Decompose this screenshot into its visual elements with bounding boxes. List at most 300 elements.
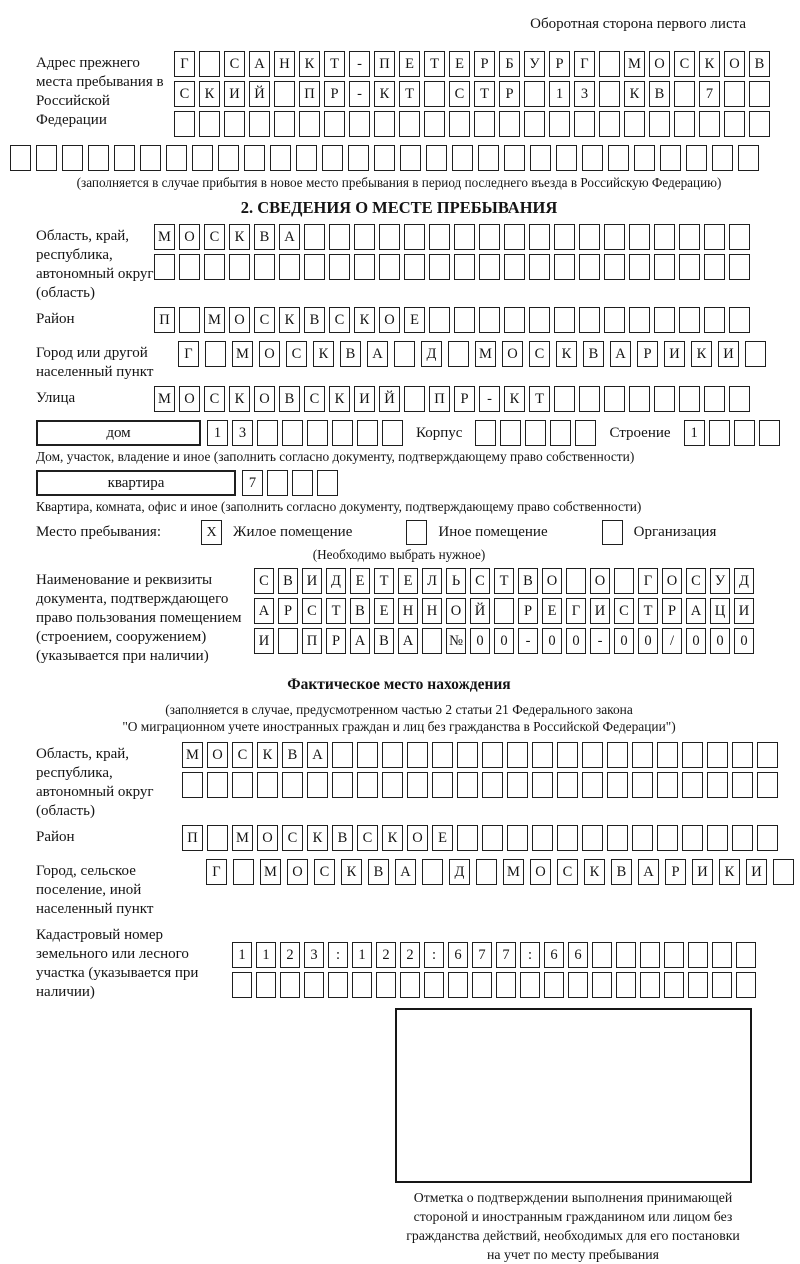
char-cell (374, 145, 395, 171)
char-cell (729, 224, 750, 250)
char-cell (282, 420, 303, 446)
char-cell (749, 111, 770, 137)
char-cell: С (174, 81, 195, 107)
char-cell: М (204, 307, 225, 333)
char-cell (299, 111, 320, 137)
char-cell (660, 145, 681, 171)
char-cell (624, 111, 645, 137)
char-row-fact-district (182, 825, 778, 851)
char-cell: Л (422, 568, 442, 594)
char-cell (304, 254, 325, 280)
char-cell (679, 224, 700, 250)
char-cell (374, 111, 395, 137)
char-cell (629, 224, 650, 250)
char-cell (640, 942, 660, 968)
char-cell (679, 386, 700, 412)
char-cell (232, 972, 252, 998)
char-cell (424, 111, 445, 137)
apartment-type-box: квартира (36, 470, 236, 496)
char-cell: 0 (542, 628, 562, 654)
char-cell (682, 825, 703, 851)
region-rows (154, 224, 762, 303)
char-cell (280, 972, 300, 998)
premises-type-label: Место пребывания: (36, 524, 161, 540)
char-cell (712, 942, 732, 968)
char-cell: Г (174, 51, 195, 77)
char-cell (496, 972, 516, 998)
char-cell (307, 420, 328, 446)
char-cell: Т (324, 51, 345, 77)
char-cell (404, 224, 425, 250)
char-cell: 7 (242, 470, 263, 496)
char-cell: Р (474, 51, 495, 77)
char-cell (544, 972, 564, 998)
char-cell: Е (398, 568, 418, 594)
char-cell: М (232, 825, 253, 851)
char-cell (614, 568, 634, 594)
char-cell: Т (638, 598, 658, 624)
city-field (36, 341, 762, 382)
char-cell: Р (665, 859, 686, 885)
char-cell: К (313, 341, 334, 367)
fact-city-label: Город, сельское поселение, иной населенный пункт (36, 863, 154, 917)
char-cell: О (229, 307, 250, 333)
option-organization (602, 520, 717, 545)
char-cell: Г (206, 859, 227, 885)
char-cell (432, 742, 453, 768)
char-row-house-number (207, 420, 403, 446)
char-cell (549, 111, 570, 137)
char-cell (738, 145, 759, 171)
char-cell (554, 254, 575, 280)
char-cell (704, 386, 725, 412)
char-row-region-2 (154, 254, 762, 280)
char-cell (422, 628, 442, 654)
char-cell (532, 772, 553, 798)
char-cell (478, 145, 499, 171)
char-row-cadastral-1 (232, 942, 762, 968)
char-cell (429, 254, 450, 280)
char-row-district (154, 307, 762, 333)
char-cell (399, 111, 420, 137)
char-cell (632, 742, 653, 768)
char-row-document-3 (254, 628, 762, 654)
char-cell (382, 420, 403, 446)
char-cell: 3 (232, 420, 253, 446)
char-cell (382, 772, 403, 798)
char-cell: Й (379, 386, 400, 412)
char-cell (707, 742, 728, 768)
char-cell: О (287, 859, 308, 885)
char-cell (424, 81, 445, 107)
char-cell: А (254, 598, 274, 624)
char-cell (749, 81, 770, 107)
char-cell: О (662, 568, 682, 594)
char-row-prev-address-2 (174, 81, 770, 107)
char-cell (732, 825, 753, 851)
char-cell: 3 (574, 81, 595, 107)
char-cell (579, 386, 600, 412)
char-cell (530, 145, 551, 171)
char-cell (296, 145, 317, 171)
char-cell: И (354, 386, 375, 412)
stroenie-label: Строение (609, 424, 671, 441)
apartment-row (36, 470, 762, 496)
char-cell: К (382, 825, 403, 851)
char-cell (407, 772, 428, 798)
char-cell: Р (518, 598, 538, 624)
char-cell: С (304, 386, 325, 412)
char-cell (504, 224, 525, 250)
char-cell (632, 825, 653, 851)
char-cell (328, 972, 348, 998)
char-cell (154, 254, 175, 280)
actual-location-note-line1: (заполняется в случае, предусмотренном частью 2 статьи 21 Федерального закона (165, 702, 633, 717)
char-row-fact-region-2 (182, 772, 778, 798)
house-type-box: дом (36, 420, 201, 446)
char-cell (349, 111, 370, 137)
char-cell (732, 772, 753, 798)
char-cell (394, 341, 415, 367)
char-cell (174, 111, 195, 137)
char-cell (607, 742, 628, 768)
char-cell (582, 772, 603, 798)
char-cell (332, 772, 353, 798)
char-cell: С (314, 859, 335, 885)
char-cell: Р (324, 81, 345, 107)
char-cell: В (254, 224, 275, 250)
char-cell: С (686, 568, 706, 594)
char-cell (616, 972, 636, 998)
char-cell: : (520, 942, 540, 968)
char-cell: 1 (549, 81, 570, 107)
char-cell: Б (499, 51, 520, 77)
char-cell (233, 859, 254, 885)
char-cell: О (590, 568, 610, 594)
char-cell: А (686, 598, 706, 624)
char-cell (279, 254, 300, 280)
document-label: Наименование и реквизиты документа, подтверждающего право пользования помещением (строением, сооружением) (указывается при наличии) (36, 572, 242, 664)
char-cell (707, 825, 728, 851)
char-cell: О (649, 51, 670, 77)
char-cell: К (374, 81, 395, 107)
char-cell (452, 145, 473, 171)
char-cell (274, 111, 295, 137)
fact-city-field (36, 859, 762, 919)
char-cell: К (229, 224, 250, 250)
char-cell: Н (422, 598, 442, 624)
char-cell (476, 859, 497, 885)
char-cell (654, 254, 675, 280)
char-cell: С (449, 81, 470, 107)
char-cell (229, 254, 250, 280)
char-cell: С (470, 568, 490, 594)
char-cell (114, 145, 135, 171)
char-cell (457, 825, 478, 851)
street-field (36, 386, 762, 416)
char-cell (500, 420, 521, 446)
char-cell (267, 470, 288, 496)
char-cell: К (354, 307, 375, 333)
char-cell: О (207, 742, 228, 768)
char-cell: 0 (638, 628, 658, 654)
char-cell (292, 470, 313, 496)
char-cell: С (232, 742, 253, 768)
char-cell: С (282, 825, 303, 851)
char-cell: Е (404, 307, 425, 333)
char-cell (592, 972, 612, 998)
char-cell: У (524, 51, 545, 77)
char-cell (179, 307, 200, 333)
char-cell (657, 772, 678, 798)
premises-type-row (36, 520, 762, 545)
char-cell: С (254, 307, 275, 333)
char-cell: 2 (280, 942, 300, 968)
char-cell: - (518, 628, 538, 654)
char-cell: О (530, 859, 551, 885)
char-cell: А (638, 859, 659, 885)
char-cell (554, 386, 575, 412)
char-cell (757, 772, 778, 798)
char-cell: В (278, 568, 298, 594)
char-cell: К (691, 341, 712, 367)
char-cell: М (260, 859, 281, 885)
char-cell (304, 224, 325, 250)
char-cell (507, 825, 528, 851)
fact-district-label: Район (36, 829, 75, 845)
char-cell (207, 825, 228, 851)
char-cell: С (302, 598, 322, 624)
char-cell (724, 111, 745, 137)
char-cell (357, 420, 378, 446)
char-cell (422, 859, 443, 885)
char-cell (10, 145, 31, 171)
char-row-fact-city (206, 859, 794, 885)
char-row-document-2 (254, 598, 762, 624)
char-cell (140, 145, 161, 171)
char-cell (579, 254, 600, 280)
char-cell: 6 (448, 942, 468, 968)
char-cell: В (611, 859, 632, 885)
previous-address-field (36, 51, 765, 141)
char-cell (529, 224, 550, 250)
char-cell: И (302, 568, 322, 594)
char-cell: В (332, 825, 353, 851)
char-cell (524, 111, 545, 137)
char-cell (773, 859, 794, 885)
char-cell (604, 307, 625, 333)
char-cell (400, 972, 420, 998)
char-cell (332, 742, 353, 768)
char-cell: Д (734, 568, 754, 594)
char-cell (454, 254, 475, 280)
char-cell: П (299, 81, 320, 107)
char-cell: 1 (352, 942, 372, 968)
char-cell: П (429, 386, 450, 412)
fact-region-rows (182, 742, 778, 821)
char-cell: Т (474, 81, 495, 107)
char-cell (688, 972, 708, 998)
char-cell (404, 386, 425, 412)
char-cell (199, 111, 220, 137)
char-cell (379, 224, 400, 250)
char-cell (566, 568, 586, 594)
option-label-organization: Организация (633, 524, 717, 540)
char-cell (757, 825, 778, 851)
char-cell: / (662, 628, 682, 654)
char-cell (504, 145, 525, 171)
char-cell (629, 254, 650, 280)
char-cell (474, 111, 495, 137)
char-cell (454, 307, 475, 333)
char-cell: К (299, 51, 320, 77)
char-cell: С (204, 224, 225, 250)
char-cell: С (674, 51, 695, 77)
document-field (36, 568, 762, 666)
char-cell (224, 111, 245, 137)
actual-location-note-line2: "О миграционном учете иностранных граждан и лиц без гражданства в Российской Федерации") (122, 719, 676, 734)
char-cell: О (179, 224, 200, 250)
char-cell: П (182, 825, 203, 851)
char-cell (679, 307, 700, 333)
char-cell (179, 254, 200, 280)
char-cell (699, 111, 720, 137)
char-cell (632, 772, 653, 798)
char-cell: Т (399, 81, 420, 107)
char-cell (322, 145, 343, 171)
char-cell: Е (542, 598, 562, 624)
char-cell: М (154, 224, 175, 250)
char-cell (574, 111, 595, 137)
checkbox-other-premises (406, 520, 427, 545)
char-cell (664, 972, 684, 998)
char-cell: - (349, 81, 370, 107)
char-cell: С (254, 568, 274, 594)
char-cell: И (734, 598, 754, 624)
char-cell (457, 742, 478, 768)
char-cell (348, 145, 369, 171)
char-cell: Е (432, 825, 453, 851)
korpus-label: Корпус (416, 424, 463, 441)
char-cell (407, 742, 428, 768)
actual-location-note (36, 701, 762, 735)
char-cell (649, 111, 670, 137)
char-cell: М (475, 341, 496, 367)
char-cell (520, 972, 540, 998)
char-cell: О (446, 598, 466, 624)
stamp-caption-line4: на учет по месту пребывания (487, 1247, 659, 1262)
char-cell: О (407, 825, 428, 851)
option-label-residential: Жилое помещение (233, 524, 353, 540)
char-cell (329, 254, 350, 280)
char-cell: А (398, 628, 418, 654)
char-cell (686, 145, 707, 171)
char-cell: Е (350, 568, 370, 594)
char-cell: 0 (686, 628, 706, 654)
char-cell: К (719, 859, 740, 885)
char-cell: 6 (544, 942, 564, 968)
char-cell (379, 254, 400, 280)
stamp-caption (358, 1188, 788, 1264)
char-cell (499, 111, 520, 137)
char-cell: К (624, 81, 645, 107)
char-cell (654, 386, 675, 412)
cadastral-label: Кадастровый номер земельного или лесного участка (указывается при наличии) (36, 927, 199, 1000)
char-cell (307, 772, 328, 798)
char-cell: К (556, 341, 577, 367)
char-cell (404, 254, 425, 280)
char-cell: - (590, 628, 610, 654)
char-cell (704, 254, 725, 280)
char-cell: В (282, 742, 303, 768)
char-cell: К (504, 386, 525, 412)
region-field (36, 224, 762, 303)
char-cell (249, 111, 270, 137)
char-cell: У (710, 568, 730, 594)
char-cell (709, 420, 730, 446)
char-cell: Г (178, 341, 199, 367)
char-cell: С (224, 51, 245, 77)
stamp-box (395, 1008, 752, 1183)
char-cell: Е (374, 598, 394, 624)
char-cell (607, 772, 628, 798)
char-row-city (178, 341, 766, 367)
char-row-stroenie (684, 420, 780, 446)
char-cell: К (307, 825, 328, 851)
char-cell: Г (566, 598, 586, 624)
char-row-korpus (475, 420, 596, 446)
option-other-premises (406, 520, 547, 545)
char-cell: И (692, 859, 713, 885)
char-cell: 1 (684, 420, 705, 446)
char-cell (62, 145, 83, 171)
cadastral-field (36, 923, 762, 1002)
char-row-fact-region-1 (182, 742, 778, 768)
stamp-caption-line1: Отметка о подтверждении выполнения принимающей (413, 1190, 733, 1205)
actual-location-title: Фактическое место нахождения (287, 676, 511, 693)
char-row-cadastral-2 (232, 972, 762, 998)
char-cell: Р (326, 628, 346, 654)
region-label: Область, край, республика, автономный округ (область) (36, 228, 154, 301)
char-cell (688, 942, 708, 968)
char-cell: И (224, 81, 245, 107)
char-cell (712, 972, 732, 998)
char-cell: П (154, 307, 175, 333)
char-cell (207, 772, 228, 798)
char-cell (554, 224, 575, 250)
char-cell (729, 307, 750, 333)
char-cell: 0 (566, 628, 586, 654)
char-cell: 6 (568, 942, 588, 968)
char-cell: А (610, 341, 631, 367)
char-cell (507, 772, 528, 798)
char-cell (166, 145, 187, 171)
char-cell (532, 825, 553, 851)
char-cell: В (368, 859, 389, 885)
char-cell (257, 420, 278, 446)
char-cell (257, 772, 278, 798)
char-cell: В (340, 341, 361, 367)
char-cell (679, 254, 700, 280)
cadastral-rows (232, 923, 762, 1002)
char-cell (479, 254, 500, 280)
stamp-area (36, 1008, 762, 1264)
char-cell: Е (449, 51, 470, 77)
char-cell: : (424, 942, 444, 968)
char-cell (382, 742, 403, 768)
char-cell (354, 224, 375, 250)
char-cell: № (446, 628, 466, 654)
